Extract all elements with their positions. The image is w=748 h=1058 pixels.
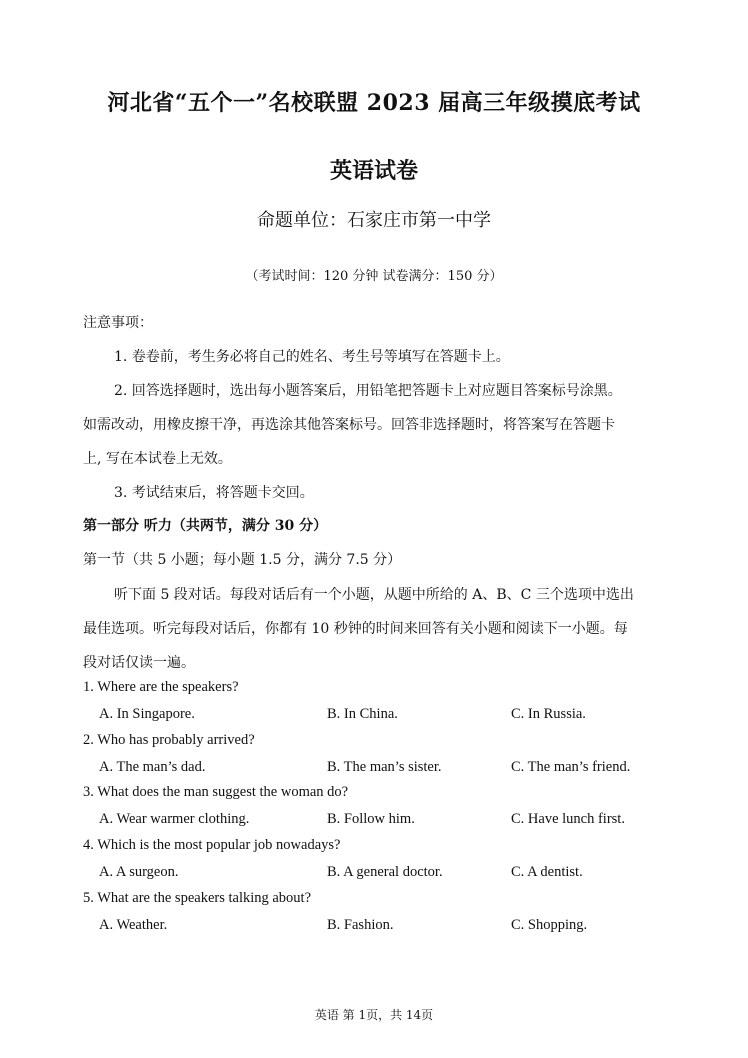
question-3-option-a: A. Wear warmer clothing. [99, 811, 250, 827]
page-footer: 英语 第 1页，共 14页 [314, 1008, 434, 1022]
question-2-option-c: C. The man’s friend. [511, 759, 631, 775]
notice-heading: 注意事项： [83, 315, 153, 331]
question-2: 2. Who has probably arrived? [83, 732, 255, 748]
notice-item-2-line-1: 2. 回答选择题时，选出每小题答案后，用铅笔把答题卡上对应题目答案标号涂黑。 [114, 383, 622, 399]
notice-item-1: 1. 卷卷前，考生务必将自己的姓名、考生号等填写在答题卡上。 [114, 349, 510, 365]
subject-title: 英语试卷 [329, 158, 418, 184]
question-1-option-b: B. In China. [327, 706, 398, 722]
setter-line: 命题单位：石家庄市第一中学 [257, 210, 491, 231]
question-5-option-a: A. Weather. [99, 917, 168, 933]
instructions-line-1: 听下面 5 段对话。每段对话后有一个小题，从题中所给的 A、B、C 三个选项中选出 [114, 587, 634, 603]
part1-heading: 第一部分 听力（共两节，满分 30 分） [83, 518, 328, 534]
question-4: 4. Which is the most popular job nowadays? [83, 837, 341, 853]
section1-heading: 第一节（共 5 小题；每小题 1.5 分，满分 7.5 分） [83, 552, 402, 568]
question-3: 3. What does the man suggest the woman do? [83, 784, 349, 800]
instructions-line-3: 段对话仅读一遍。 [83, 655, 195, 671]
notice-item-2-line-3: 上, 写在本试卷上无效。 [83, 451, 232, 467]
question-5: 5. What are the speakers talking about? [83, 890, 312, 906]
question-3-option-b: B. Follow him. [327, 811, 415, 827]
question-2-option-a: A. The man’s dad. [99, 759, 206, 775]
question-5-option-b: B. Fashion. [327, 917, 394, 933]
question-4-option-a: A. A surgeon. [99, 864, 179, 880]
instructions-line-2: 最佳选项。听完每段对话后，你都有 10 秒钟的时间来回答有关小题和阅读下一小题。每 [83, 621, 628, 637]
notice-item-2-line-2: 如需改动，用橡皮擦干净，再选涂其他答案标号。回答非选择题时，将答案写在答题卡 [83, 417, 615, 433]
question-1: 1. Where are the speakers? [83, 679, 239, 695]
question-3-option-c: C. Have lunch first. [511, 811, 625, 827]
question-1-option-a: A. In Singapore. [99, 706, 195, 722]
notice-item-3: 3. 考试结束后，将答题卡交回。 [114, 485, 314, 501]
question-4-option-b: B. A general doctor. [327, 864, 443, 880]
question-4-option-c: C. A dentist. [511, 864, 583, 880]
exam-title: 河北省“五个一”名校联盟 2023 届高三年级摸底考试 [107, 90, 641, 116]
question-1-option-c: C. In Russia. [511, 706, 586, 722]
time-info: （考试时间：120 分钟 试卷满分：150 分） [245, 269, 503, 284]
question-5-option-c: C. Shopping. [511, 917, 588, 933]
question-2-option-b: B. The man’s sister. [327, 759, 442, 775]
